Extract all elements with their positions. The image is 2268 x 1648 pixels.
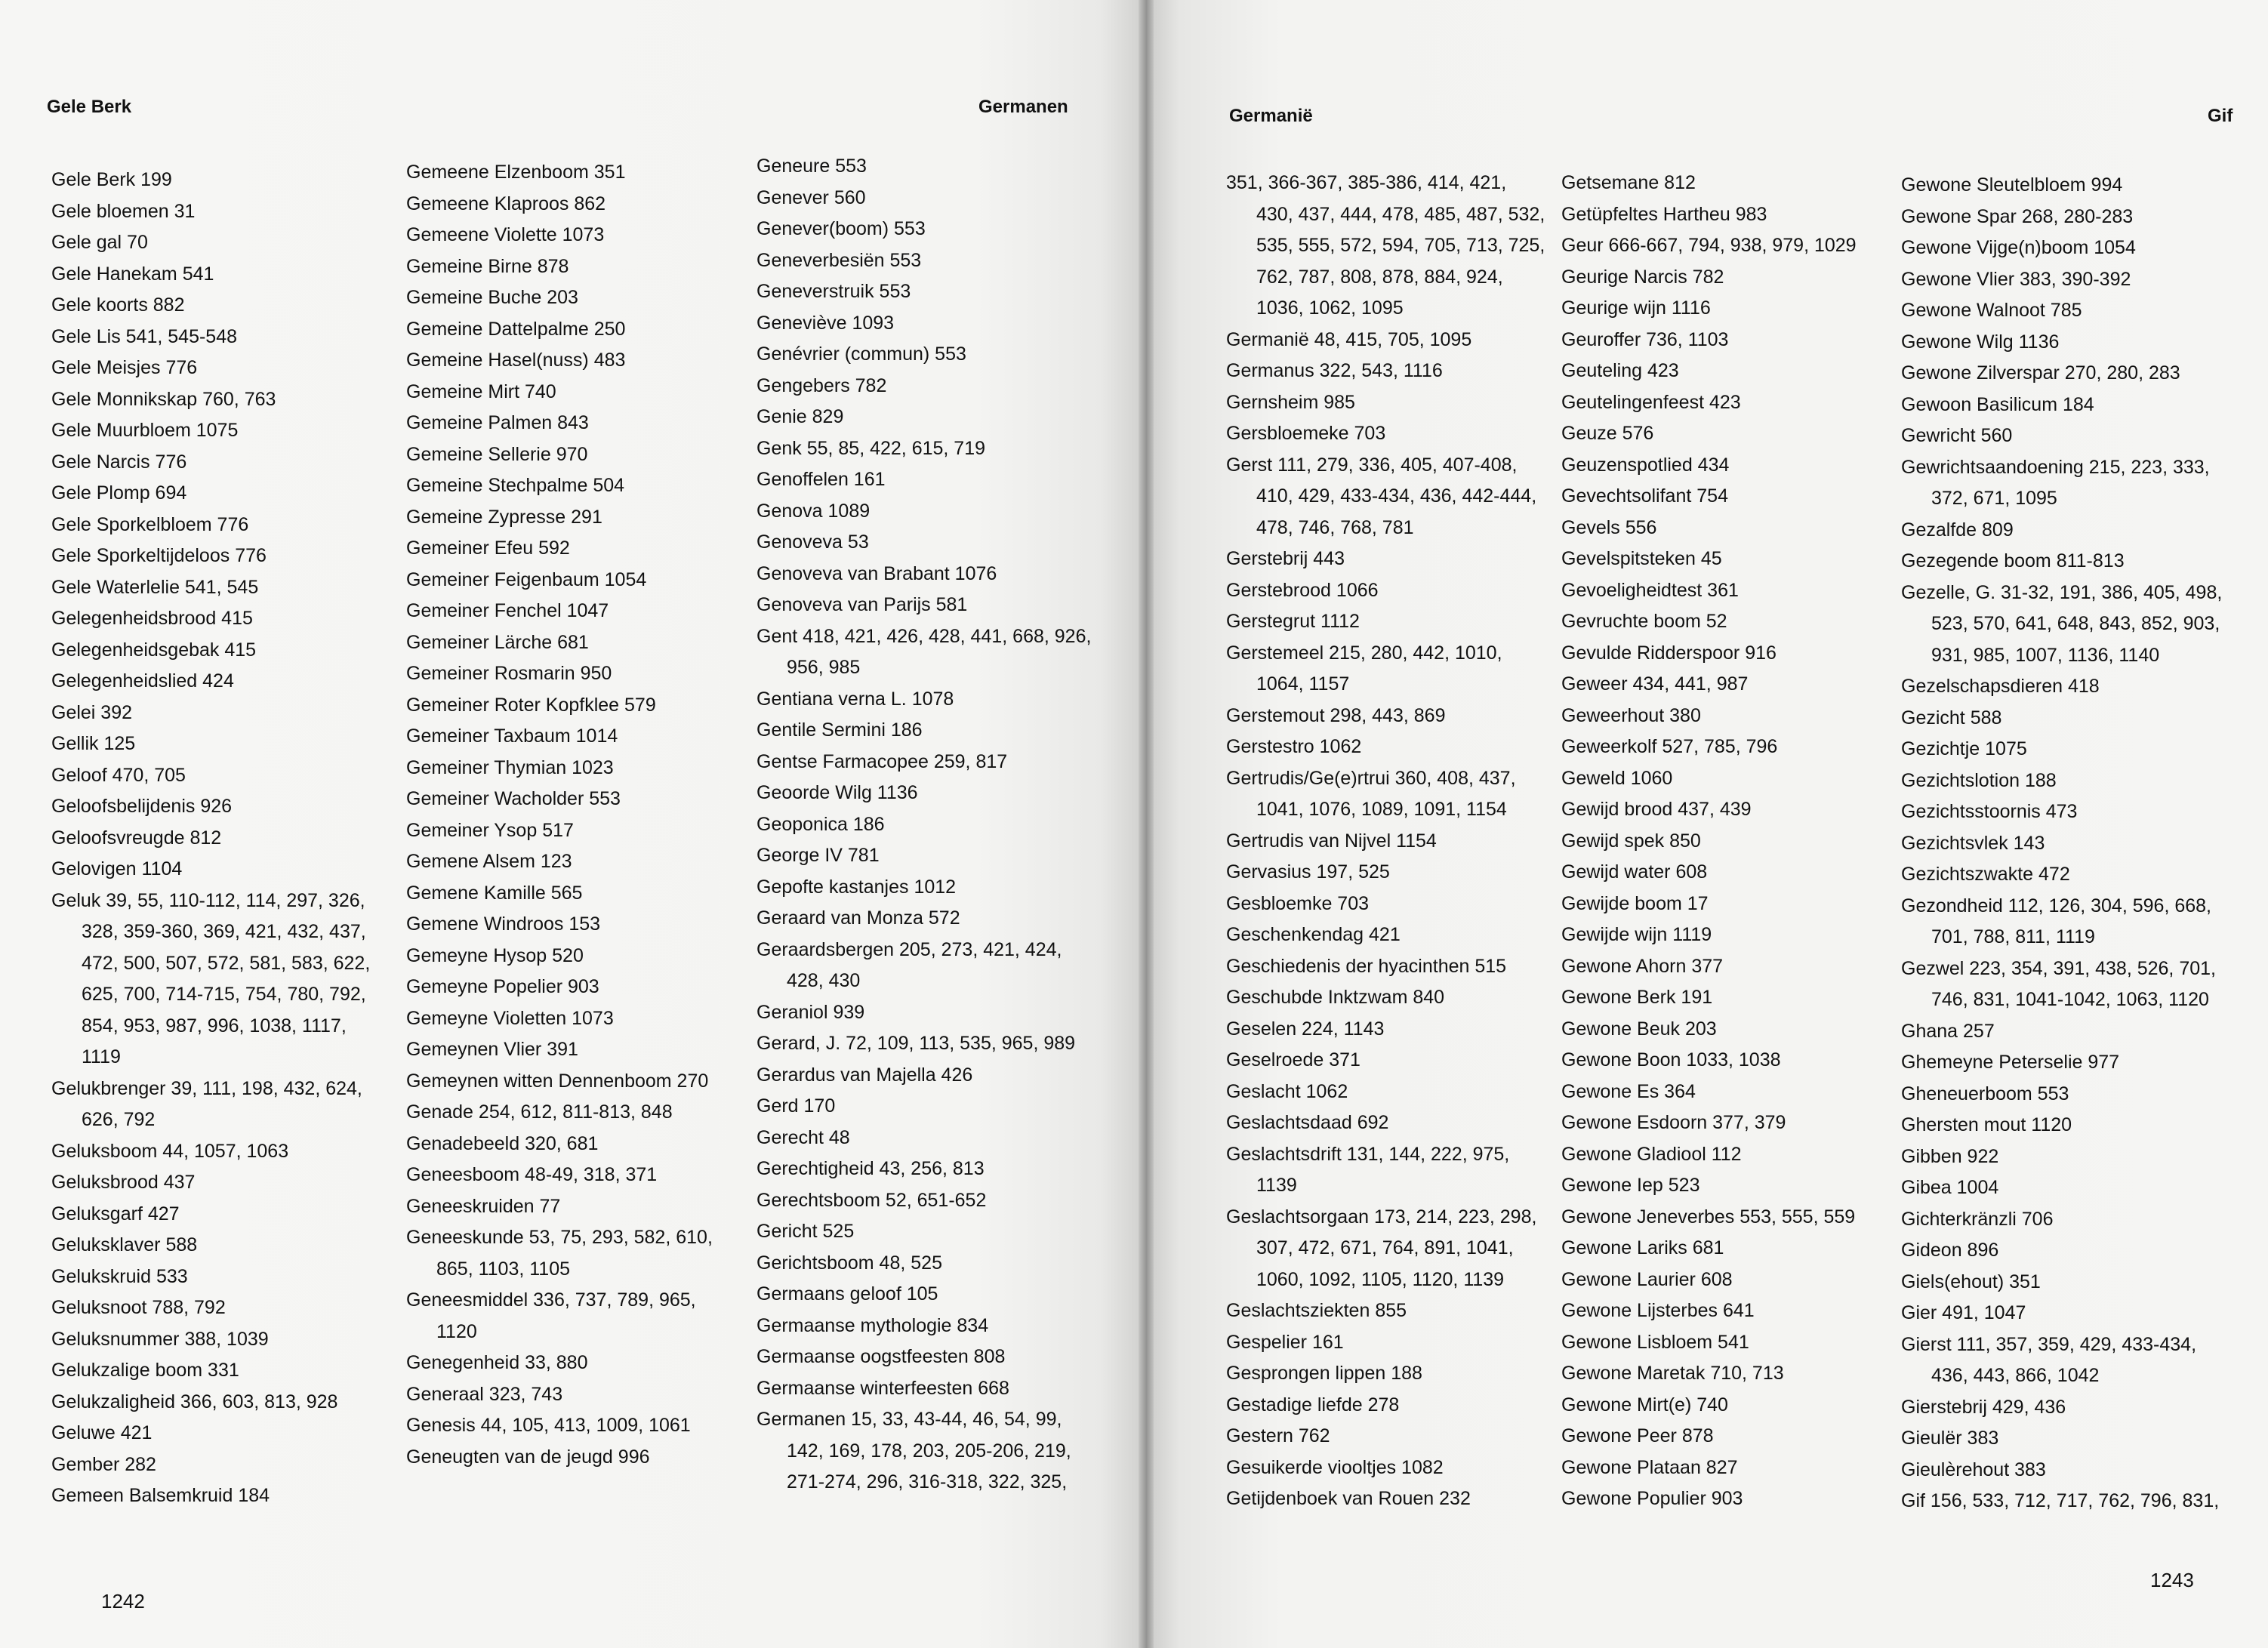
page-number: 1242	[101, 1590, 145, 1613]
index-entry: Gewone Lijsterbes 641	[1561, 1300, 1755, 1321]
index-entry: Gewone Beuk 203	[1561, 1018, 1717, 1040]
index-entry: Germaans geloof 105	[757, 1283, 938, 1305]
index-entry: Gevoeligheidtest 361	[1561, 579, 1739, 601]
index-entry: Gemene Kamille 565	[406, 882, 583, 904]
index-entry: Gezelle, G. 31-32, 191, 386, 405, 498, 523, 570, 641, 648, 843, 852, 903, 931, 985, 1007, 1136, 1140	[1901, 581, 2223, 666]
index-entry: Gewijde boom 17	[1561, 892, 1709, 914]
index-entry: Geurige Narcis 782	[1561, 266, 1724, 288]
index-entry: Gesprongen lippen 188	[1226, 1363, 1422, 1384]
index-entry: Gele Sporkeltijdeloos 776	[51, 545, 267, 566]
index-entry: Gentile Sermini 186	[757, 719, 923, 741]
index-entry: Gemeine Mirt 740	[406, 380, 556, 402]
index-entry: Gheneuerboom 553	[1901, 1083, 2069, 1104]
index-entry: Gewijd spek 850	[1561, 830, 1701, 852]
index-entry: Gesbloemke 703	[1226, 892, 1370, 914]
index-entry: Gericht 525	[757, 1221, 855, 1242]
index-entry: Gezichtje 1075	[1901, 738, 2027, 759]
index-entry: Gewone Maretak 710, 713	[1561, 1363, 1784, 1384]
left-page-header-right: Germanen	[978, 97, 1068, 117]
index-entry: Gewone Es 364	[1561, 1080, 1696, 1102]
index-entry: Gele gal 70	[51, 232, 148, 253]
index-entry: Gemeine Buche 203	[406, 287, 578, 308]
index-entry: Gewone Spar 268, 280-283	[1901, 205, 2134, 227]
index-entry: Gele Monnikskap 760, 763	[51, 388, 276, 410]
index-entry: Geschenkendag 421	[1226, 924, 1401, 945]
index-entry: 351, 366-367, 385-386, 414, 421, 430, 437, 444, 478, 485, 487, 532, 535, 555, 572, 594, 705, 713, 725, 762, 787, 808, 878, 884, 924, 1036, 1062, 1095	[1226, 172, 1545, 319]
index-entry: Gemeine Hasel(nuss) 483	[406, 350, 626, 371]
index-entry: Genoveva van Brabant 1076	[757, 562, 997, 584]
index-entry: Gewone Sleutelbloem 994	[1901, 174, 2123, 196]
index-entry: Geluksbrood 437	[51, 1172, 196, 1193]
index-entry: Gewone Lariks 681	[1561, 1237, 1724, 1258]
index-entry: Germaanse winterfeesten 668	[757, 1377, 1009, 1399]
index-entry: Geselen 224, 1143	[1226, 1018, 1385, 1040]
index-entry: Gezegende boom 811-813	[1901, 550, 2125, 571]
index-entry: Gele bloemen 31	[51, 200, 196, 222]
left-page-header-left: Gele Berk	[47, 97, 132, 117]
index-entry: Gemeene Elzenboom 351	[406, 162, 626, 183]
index-entry: Gerstegrut 1112	[1226, 611, 1360, 632]
index-entry: Geneviève 1093	[757, 312, 895, 334]
index-entry: Gewoon Basilicum 184	[1901, 393, 2094, 415]
index-entry: Gemeen Balsemkruid 184	[51, 1485, 270, 1506]
index-column	[1901, 170, 2233, 1517]
index-entry: Gemeynen witten Dennenboom 270	[406, 1070, 709, 1092]
index-entry: Genesis 44, 105, 413, 1009, 1061	[406, 1415, 691, 1436]
index-entry: Gele koorts 882	[51, 294, 185, 316]
index-entry: Gelegenheidslied 424	[51, 670, 234, 692]
index-entry: Gewone Peer 878	[1561, 1425, 1714, 1446]
index-entry: Genegenheid 33, 880	[406, 1352, 588, 1373]
index-entry: Gewone Berk 191	[1561, 987, 1713, 1008]
index-entry: Geloofsvreugde 812	[51, 827, 222, 849]
index-entry: Gersbloemeke 703	[1226, 423, 1386, 444]
index-entry: Gibben 922	[1901, 1145, 1999, 1167]
index-entry: Getsemane 812	[1561, 172, 1696, 193]
index-entry: Geweld 1060	[1561, 767, 1673, 789]
index-entry: Genever 560	[757, 186, 866, 208]
index-entry: Genova 1089	[757, 500, 871, 522]
index-entry: Gellik 125	[51, 733, 136, 754]
index-entry: Geluksnummer 388, 1039	[51, 1328, 269, 1350]
index-entry: Geur 666-667, 794, 938, 979, 1029	[1561, 235, 1857, 256]
index-entry: Generaal 323, 743	[406, 1383, 563, 1405]
index-entry: Gerstemeel 215, 280, 442, 1010, 1064, 1157	[1226, 642, 1502, 695]
index-entry: Gemeine Palmen 843	[406, 412, 589, 433]
index-entry: Gewone Plataan 827	[1561, 1456, 1738, 1478]
index-entry: Gezichtsstoornis 473	[1901, 801, 2078, 822]
index-entry: Genoveva 53	[757, 531, 869, 553]
index-entry: Genever(boom) 553	[757, 218, 926, 239]
index-entry: Gentse Farmacopee 259, 817	[757, 750, 1008, 772]
index-entry: Gerechtigheid 43, 256, 813	[757, 1158, 985, 1179]
index-entry: Genk 55, 85, 422, 615, 719	[757, 437, 986, 459]
index-entry: Gevels 556	[1561, 516, 1657, 538]
index-entry: Getijdenboek van Rouen 232	[1226, 1488, 1471, 1509]
index-entry: Geoorde Wilg 1136	[757, 782, 918, 803]
index-entry: Geneugten van de jeugd 996	[406, 1446, 650, 1468]
index-entry: Gele Berk 199	[51, 169, 172, 190]
index-entry: Geluksboom 44, 1057, 1063	[51, 1140, 289, 1162]
index-entry: Geneesmiddel 336, 737, 789, 965, 1120	[406, 1289, 696, 1342]
index-entry: Gewone Ahorn 377	[1561, 955, 1724, 977]
index-entry: Gemene Alsem 123	[406, 851, 572, 872]
index-entry: Gieulèrehout 383	[1901, 1459, 2046, 1480]
index-entry: Ghersten mout 1120	[1901, 1114, 2072, 1135]
index-entry: Germaanse oogstfeesten 808	[757, 1346, 1006, 1367]
index-entry: Geraardsbergen 205, 273, 421, 424, 428, 430	[757, 938, 1062, 991]
index-entry: Gemeine Sellerie 970	[406, 443, 588, 465]
index-entry: Gele Sporkelbloem 776	[51, 513, 249, 535]
index-entry: Geweerhout 380	[1561, 704, 1701, 726]
index-entry: Gemeene Klaproos 862	[406, 193, 606, 214]
index-entry: Geslachtsziekten 855	[1226, 1300, 1407, 1321]
index-entry: Gentiana verna L. 1078	[757, 688, 954, 710]
index-entry: Gezichtslotion 188	[1901, 769, 2057, 791]
index-entry: Germanen 15, 33, 43-44, 46, 54, 99, 142, 169, 178, 203, 205-206, 219, 271-274, 296, 316-318, 322, 325,	[757, 1409, 1071, 1492]
index-entry: Geneure 553	[757, 156, 867, 177]
index-entry: Geluksnoot 788, 792	[51, 1297, 226, 1318]
index-entry: Geraniol 939	[757, 1001, 865, 1023]
index-entry: Gemeiner Thymian 1023	[406, 756, 614, 778]
index-entry: George IV 781	[757, 845, 880, 866]
index-column	[1226, 168, 1547, 1515]
index-column	[51, 165, 384, 1512]
index-entry: Gewone Gladiool 112	[1561, 1143, 1742, 1165]
index-entry: Geloof 470, 705	[51, 764, 186, 786]
index-entry: Genévrier (commun) 553	[757, 343, 966, 365]
index-entry: Geslacht 1062	[1226, 1080, 1348, 1102]
index-entry: Geneverstruik 553	[757, 281, 911, 302]
index-entry: Gieulër 383	[1901, 1428, 1999, 1449]
index-entry: Gemeiner Fenchel 1047	[406, 600, 609, 621]
index-entry: Gichterkränzli 706	[1901, 1208, 2054, 1230]
index-entry: Gember 282	[51, 1453, 156, 1475]
index-entry: Giels(ehout) 351	[1901, 1271, 2041, 1292]
index-entry: Gemeiner Feigenbaum 1054	[406, 568, 647, 590]
index-entry: Gezwel 223, 354, 391, 438, 526, 701, 746, 831, 1041-1042, 1063, 1120	[1901, 957, 2216, 1010]
index-entry: Gemeyne Hysop 520	[406, 944, 584, 966]
book-gutter	[1139, 0, 1154, 1648]
index-entry: Gele Waterlelie 541, 545	[51, 576, 259, 598]
index-entry: Gemeine Stechpalme 504	[406, 475, 625, 496]
index-entry: Gezicht 588	[1901, 707, 2002, 729]
index-entry: Gevruchte boom 52	[1561, 611, 1727, 632]
index-entry: Geweerkolf 527, 785, 796	[1561, 736, 1778, 757]
index-entry: Gemeene Violette 1073	[406, 224, 605, 245]
index-entry: Gewijd water 608	[1561, 861, 1708, 883]
index-entry: Gerst 111, 279, 336, 405, 407-408, 410, 429, 433-434, 436, 442-444, 478, 746, 768, 781	[1226, 454, 1537, 538]
index-entry: Gevelspitsteken 45	[1561, 548, 1722, 569]
index-entry: Gevulde Ridderspoor 916	[1561, 642, 1776, 664]
index-entry: Gewone Iep 523	[1561, 1175, 1700, 1196]
index-entry: Gemeiner Lärche 681	[406, 631, 589, 653]
index-entry: Geuze 576	[1561, 423, 1654, 444]
index-entry: Gele Hanekam 541	[51, 263, 214, 285]
index-entry: Geuroffer 736, 1103	[1561, 328, 1729, 350]
index-entry: Gelegenheidsgebak 415	[51, 639, 257, 661]
index-entry: Gerstemout 298, 443, 869	[1226, 704, 1446, 726]
index-entry: Gewone Walnoot 785	[1901, 300, 2082, 321]
index-entry: Geutelingenfeest 423	[1561, 391, 1741, 413]
index-entry: Geneeskunde 53, 75, 293, 582, 610, 865, 1103, 1105	[406, 1227, 713, 1280]
index-entry: Gengebers 782	[757, 374, 887, 396]
index-entry: Gemeynen Vlier 391	[406, 1039, 578, 1060]
index-entry: Geuzenspotlied 434	[1561, 454, 1730, 476]
index-entry: Geneverbesiën 553	[757, 249, 922, 271]
index-entry: Geoponica 186	[757, 813, 885, 835]
index-entry: Gerd 170	[757, 1095, 836, 1117]
index-entry: Genoffelen 161	[757, 469, 886, 490]
index-entry: Geluksklaver 588	[51, 1234, 198, 1255]
index-entry: Gent 418, 421, 426, 428, 441, 668, 926, 956, 985	[757, 625, 1092, 678]
index-column	[1561, 168, 1882, 1515]
index-entry: Gewrichtsaandoening 215, 223, 333, 372, 671, 1095	[1901, 456, 2210, 509]
index-entry: Geselroede 371	[1226, 1049, 1360, 1070]
index-entry: Gewone Vlier 383, 390-392	[1901, 268, 2131, 290]
index-entry: Gele Muurbloem 1075	[51, 420, 239, 441]
index-entry: Gezelschapsdieren 418	[1901, 676, 2100, 697]
index-entry: Genie 829	[757, 406, 844, 427]
index-entry: Geslachtsdaad 692	[1226, 1112, 1389, 1133]
index-entry: Gemeine Birne 878	[406, 255, 569, 277]
index-entry: Gezalfde 809	[1901, 519, 2014, 541]
index-entry: Gepofte kastanjes 1012	[757, 876, 957, 898]
index-entry: Gerichtsboom 48, 525	[757, 1252, 942, 1274]
index-entry: Gemeiner Efeu 592	[406, 538, 570, 559]
index-entry: Gervasius 197, 525	[1226, 861, 1390, 883]
index-entry: Geschubde Inktzwam 840	[1226, 987, 1445, 1008]
index-entry: Geslachtsorgaan 173, 214, 223, 298, 307, 472, 671, 764, 891, 1041, 1060, 1092, 1105, 1120, 1139	[1226, 1206, 1537, 1290]
index-entry: Gewone Populier 903	[1561, 1488, 1743, 1509]
index-entry: Gif 156, 533, 712, 717, 762, 796, 831,	[1901, 1490, 2220, 1511]
index-entry: Gemeine Zypresse 291	[406, 506, 602, 528]
index-entry: Gewone Esdoorn 377, 379	[1561, 1112, 1786, 1133]
index-entry: Geuteling 423	[1561, 360, 1679, 381]
index-entry: Geslachtsdrift 131, 144, 222, 975, 1139	[1226, 1143, 1510, 1196]
index-entry: Gemeiner Wacholder 553	[406, 788, 621, 809]
index-entry: Gewijde wijn 1119	[1561, 924, 1712, 945]
index-entry: Gelukbrenger 39, 111, 198, 432, 624, 626, 792	[51, 1077, 362, 1130]
index-entry: Gemeiner Rosmarin 950	[406, 663, 612, 684]
index-entry: Gerardus van Majella 426	[757, 1064, 973, 1086]
index-entry: Gevechtsolifant 754	[1561, 485, 1728, 507]
index-entry: Geluwe 421	[51, 1422, 153, 1443]
index-entry: Gemeiner Taxbaum 1014	[406, 725, 618, 747]
index-entry: Gelukskruid 533	[51, 1265, 188, 1287]
index-entry: Gesuikerde viooltjes 1082	[1226, 1456, 1444, 1478]
index-entry: Germanus 322, 543, 1116	[1226, 360, 1443, 381]
index-entry: Gemeine Dattelpalme 250	[406, 318, 626, 340]
index-column	[406, 157, 738, 1473]
right-page	[1146, 0, 2268, 1648]
index-entry: Getüpfeltes Hartheu 983	[1561, 203, 1767, 225]
index-entry: Gerecht 48	[757, 1126, 850, 1148]
right-page-header-right: Gif	[2208, 106, 2233, 126]
index-entry: Gier 491, 1047	[1901, 1302, 2026, 1323]
index-entry: Gewone Zilverspar 270, 280, 283	[1901, 362, 2180, 384]
index-entry: Genade 254, 612, 811-813, 848	[406, 1101, 673, 1123]
index-entry: Gewone Laurier 608	[1561, 1268, 1733, 1290]
index-entry: Gewone Mirt(e) 740	[1561, 1394, 1728, 1415]
index-entry: Gewone Jeneverbes 553, 555, 559	[1561, 1206, 1856, 1228]
index-entry: Gemeyne Popelier 903	[406, 976, 599, 997]
index-column	[757, 151, 1100, 1499]
index-entry: Gewone Boon 1033, 1038	[1561, 1049, 1781, 1070]
index-entry: Gele Lis 541, 545-548	[51, 325, 238, 347]
index-entry: Gele Plomp 694	[51, 482, 187, 504]
index-entry: Geweer 434, 441, 987	[1561, 673, 1749, 695]
index-entry: Gerstebrood 1066	[1226, 579, 1379, 601]
index-entry: Ghemeyne Peterselie 977	[1901, 1052, 2120, 1073]
index-entry: Gezichtsvlek 143	[1901, 832, 2045, 854]
index-entry: Gespelier 161	[1226, 1331, 1344, 1353]
index-entry: Geloofsbelijdenis 926	[51, 796, 233, 817]
index-entry: Gewone Lisbloem 541	[1561, 1331, 1749, 1353]
right-page-header-left: Germanië	[1229, 106, 1313, 126]
index-entry: Geraard van Monza 572	[757, 907, 960, 929]
index-entry: Geneesboom 48-49, 318, 371	[406, 1164, 658, 1185]
index-entry: Gemene Windroos 153	[406, 913, 601, 935]
index-entry: Ghana 257	[1901, 1020, 1995, 1042]
index-entry: Geluksgarf 427	[51, 1203, 180, 1224]
index-entry: Geurige wijn 1116	[1561, 297, 1711, 319]
index-entry: Genoveva van Parijs 581	[757, 594, 968, 615]
index-entry: Gestern 762	[1226, 1425, 1330, 1446]
index-entry: Genadebeeld 320, 681	[406, 1132, 599, 1154]
page-number: 1243	[2150, 1569, 2194, 1591]
index-entry: Gerstebrij 443	[1226, 548, 1345, 569]
index-entry: Gestadige liefde 278	[1226, 1394, 1400, 1415]
index-entry: Gezichtszwakte 472	[1901, 864, 2070, 885]
index-entry: Gemeiner Roter Kopfklee 579	[406, 694, 656, 716]
index-entry: Germanië 48, 415, 705, 1095	[1226, 328, 1472, 350]
index-entry: Gewricht 560	[1901, 425, 2013, 446]
index-entry: Gelukzaligheid 366, 603, 813, 928	[51, 1391, 338, 1412]
index-entry: Geneeskruiden 77	[406, 1195, 561, 1217]
index-entry: Germaanse mythologie 834	[757, 1314, 989, 1336]
index-entry: Gernsheim 985	[1226, 391, 1355, 413]
index-entry: Gerechtsboom 52, 651-652	[757, 1189, 987, 1211]
index-entry: Gemeyne Violetten 1073	[406, 1007, 614, 1029]
index-entry: Gewijd brood 437, 439	[1561, 799, 1752, 820]
index-entry: Gierstebrij 429, 436	[1901, 1396, 2066, 1418]
index-entry: Geluk 39, 55, 110-112, 114, 297, 326, 328, 359-360, 369, 421, 432, 437, 472, 500, 507, 572, 581, 583, 622, 625, 700, 714-715, 754, 780, 792, 854, 953, 987, 996, 1038, 1117, 1119	[51, 889, 371, 1067]
index-entry: Gibea 1004	[1901, 1177, 1999, 1198]
index-entry: Gelukzalige boom 331	[51, 1360, 239, 1381]
index-entry: Gerstestro 1062	[1226, 736, 1362, 757]
index-entry: Gideon 896	[1901, 1240, 1999, 1261]
index-entry: Gele Narcis 776	[51, 451, 187, 473]
index-entry: Gertrudis/Ge(e)rtrui 360, 408, 437, 1041, 1076, 1089, 1091, 1154	[1226, 767, 1516, 820]
index-entry: Geschiedenis der hyacinthen 515	[1226, 955, 1507, 977]
index-entry: Gelegenheidsbrood 415	[51, 608, 253, 629]
index-entry: Gertrudis van Nijvel 1154	[1226, 830, 1437, 852]
index-entry: Gemeiner Ysop 517	[406, 819, 574, 841]
index-entry: Gewone Vijge(n)boom 1054	[1901, 237, 2136, 258]
index-entry: Gezondheid 112, 126, 304, 596, 668, 701, 788, 811, 1119	[1901, 895, 2211, 947]
index-entry: Gelei 392	[51, 701, 133, 723]
index-entry: Gewone Wilg 1136	[1901, 331, 2060, 353]
index-entry: Gelovigen 1104	[51, 858, 183, 879]
index-entry: Gierst 111, 357, 359, 429, 433-434, 436, 443, 866, 1042	[1901, 1333, 2197, 1386]
index-entry: Gele Meisjes 776	[51, 357, 198, 378]
index-entry: Gerard, J. 72, 109, 113, 535, 965, 989	[757, 1033, 1076, 1054]
